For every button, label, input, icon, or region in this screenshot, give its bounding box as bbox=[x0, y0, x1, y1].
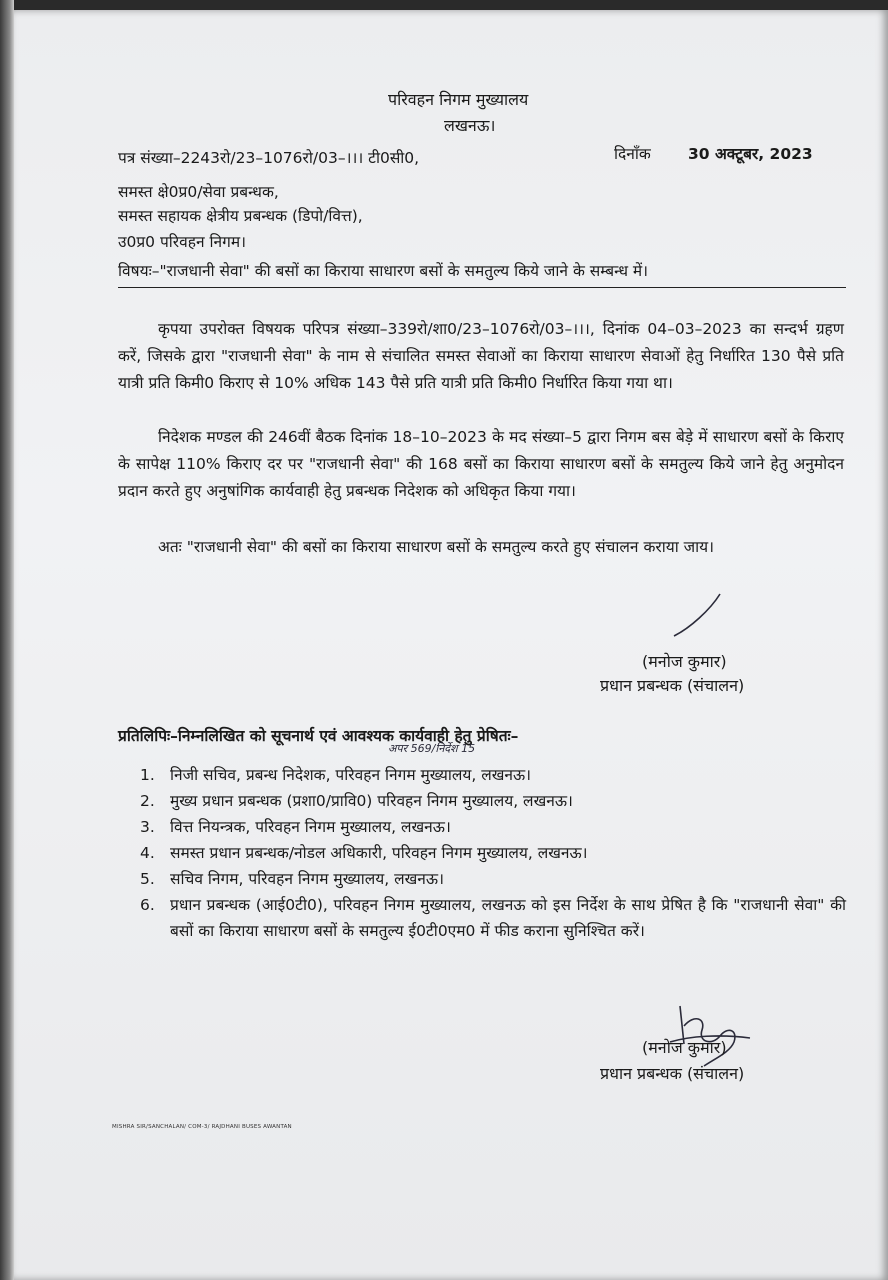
addressee-line-2: समस्त सहायक क्षेत्रीय प्रबन्धक (डिपो/वित्त), bbox=[118, 207, 363, 225]
list-item bbox=[140, 892, 846, 944]
list-item-text: सचिव निगम, परिवहन निगम मुख्यालय, लखनऊ। bbox=[170, 870, 444, 888]
copy-to-heading: प्रतिलिपिः–निम्नलिखित को सूचनार्थ एवं आवश्यक कार्यवाही हेतु प्रेषितः– bbox=[118, 727, 519, 745]
list-item bbox=[140, 866, 846, 892]
paragraph-3: अतः "राजधानी सेवा" की बसों का किराया साधारण बसों के समतुल्य करते हुए संचालन कराया जाय। bbox=[158, 538, 715, 556]
list-item-text: निजी सचिव, प्रबन्ध निदेशक, परिवहन निगम मुख्यालय, लखनऊ। bbox=[170, 766, 532, 784]
list-item-text: वित्त नियन्त्रक, परिवहन निगम मुख्यालय, लखनऊ। bbox=[170, 818, 451, 836]
signatory-name-2: (मनोज कुमार) bbox=[642, 1038, 727, 1057]
office-city: लखनऊ। bbox=[444, 116, 496, 135]
signatory-name: (मनोज कुमार) bbox=[642, 652, 727, 671]
addressee-line-1: समस्त क्षे0प्र0/सेवा प्रबन्धक, bbox=[118, 183, 279, 201]
paragraph-1: कृपया उपरोक्त विषयक परिपत्र संख्या–339रो/शा0/23–1076रो/03–।।।, दिनांक 04–03–2023 का सन्दर्भ ग्रहण करें, जिसके द्वारा "राजधानी सेवा" के नाम से संचालित समस्त सेवाओं का किराया साधारण सेवाओं हेतु निर्धारित 130 पैसे प्रति यात्री प्रति किमी0 किराए से 10% अधिक 143 पैसे प्रति यात्री प्रति किमी0 निर्धारित किया गया था। bbox=[118, 320, 844, 392]
list-item-number: 6. bbox=[140, 896, 155, 914]
signature-stroke bbox=[670, 590, 730, 640]
addressee-line-3: उ0प्र0 परिवहन निगम। bbox=[118, 233, 246, 251]
footer-file-reference: MISHRA SIR/SANCHALAN/ COM-3/ RAJDHANI BUSES AWANTAN bbox=[112, 1124, 292, 1130]
list-item bbox=[140, 840, 846, 866]
list-item-number: 2. bbox=[140, 792, 155, 810]
list-item-number: 1. bbox=[140, 766, 155, 784]
date-value: 30 अक्टूबर, 2023 bbox=[688, 145, 813, 163]
list-item bbox=[140, 814, 846, 840]
letter-number: पत्र संख्या–2243रो/23–1076रो/03–।।। टी0सी0, bbox=[118, 149, 420, 167]
paragraph-2: निदेशक मण्डल की 246वीं बैठक दिनांक 18–10–2023 के मद संख्या–5 द्वारा निगम बस बेड़े में साधारण बसों के किराए के सापेक्ष 110% किराए दर पर "राजधानी सेवा" की 168 बसों का किराया साधारण बसों के समतुल्य किये जाने हेतु अनुमोदन प्रदान करते हुए अनुषांगिक कार्यवाही हेतु प्रबन्धक निदेशक को अधिकृत किया गया। bbox=[118, 428, 844, 500]
list-item-number: 4. bbox=[140, 844, 155, 862]
subject-line: विषयः–"राजधानी सेवा" की बसों का किराया साधारण बसों के समतुल्य किये जाने के सम्बन्ध में। bbox=[118, 258, 846, 288]
handwritten-note: अपर 569/निर्देश 15 bbox=[388, 742, 476, 755]
signatory-designation: प्रधान प्रबन्धक (संचालन) bbox=[600, 676, 745, 695]
list-item bbox=[140, 788, 846, 814]
date-label: दिनाँक bbox=[614, 145, 651, 163]
list-item bbox=[140, 762, 846, 788]
list-item-number: 5. bbox=[140, 870, 155, 888]
list-item-number: 3. bbox=[140, 818, 155, 836]
signatory-designation-2: प्रधान प्रबन्धक (संचालन) bbox=[600, 1064, 745, 1083]
list-item-text: समस्त प्रधान प्रबन्धक/नोडल अधिकारी, परिवहन निगम मुख्यालय, लखनऊ। bbox=[170, 844, 588, 862]
list-item-text: प्रधान प्रबन्धक (आई0टी0), परिवहन निगम मुख्यालय, लखनऊ को इस निर्देश के साथ प्रेषित है कि "राजधानी सेवा" की बसों का किराया साधारण बसों के समतुल्य ई0टी0एम0 में फीड कराना सुनिश्चित करें। bbox=[170, 896, 846, 940]
copy-to-list bbox=[140, 762, 846, 944]
office-name: परिवहन निगम मुख्यालय bbox=[388, 90, 529, 109]
list-item-text: मुख्य प्रधान प्रबन्धक (प्रशा0/प्रावि0) परिवहन निगम मुख्यालय, लखनऊ। bbox=[170, 792, 573, 810]
